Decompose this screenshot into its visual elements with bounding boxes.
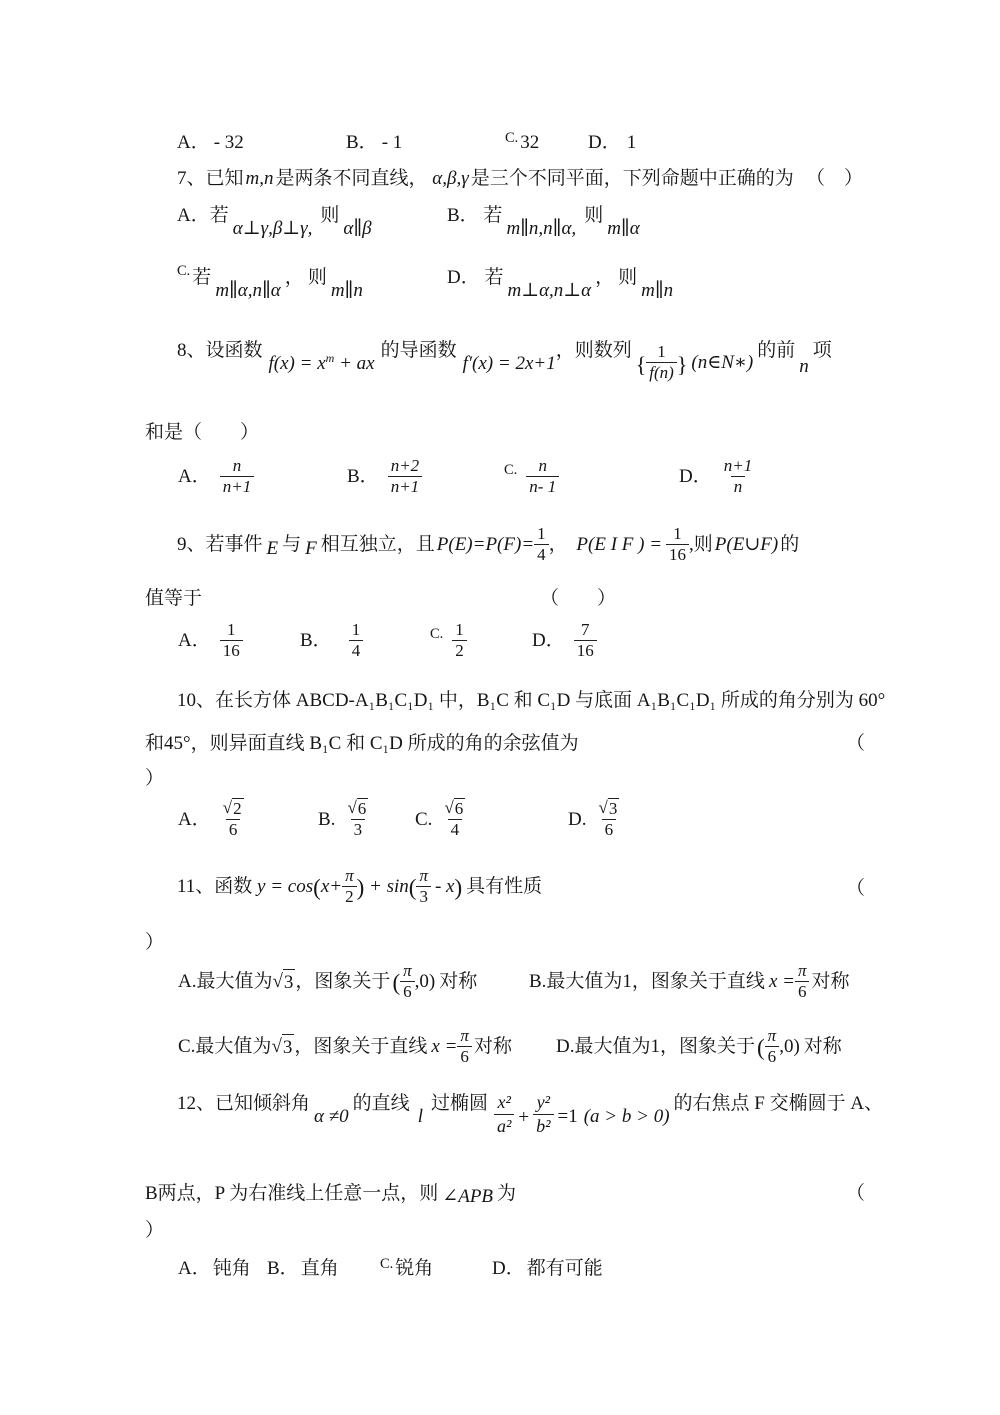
option-text: 都有可能 [526, 1258, 603, 1279]
q8-option-a [178, 456, 254, 497]
square-root [347, 798, 368, 819]
text-then: 则 [320, 205, 340, 226]
fraction-denominator: n+1 [388, 476, 422, 497]
option-value: 1 [626, 132, 637, 153]
radical-sign: √ [598, 798, 608, 817]
fraction [494, 1091, 514, 1138]
text-segment: 具有性质 [466, 876, 543, 897]
q10-paren-close: ） [145, 768, 165, 789]
fraction [388, 456, 422, 497]
option-label: D． [532, 630, 565, 651]
option-text: 对称 [473, 1036, 512, 1057]
fraction-numerator: π [345, 866, 354, 885]
fraction-denominator: 6 [795, 981, 810, 1002]
q7-option-a [177, 203, 372, 241]
fraction-numerator: π [419, 866, 428, 885]
option-label: D． [679, 466, 712, 487]
math-probability: P(E)=P(F)= [436, 534, 535, 555]
comma: ， [284, 267, 304, 288]
radical-sign: √ [271, 1035, 282, 1057]
math-segment: - x [434, 876, 455, 897]
math-condition: m⊥α,n⊥α [507, 280, 592, 301]
fraction [666, 524, 689, 565]
fraction-denominator: 2 [452, 640, 467, 661]
q8-option-c [504, 456, 559, 497]
paren-left: ( [408, 875, 417, 900]
fraction-denominator: n- 1 [526, 476, 559, 497]
fraction-denominator: n+1 [220, 476, 254, 497]
q8-option-d [679, 456, 755, 497]
fraction-numerator: 1 [226, 620, 236, 639]
q7-answer-paren: （ ） [806, 168, 864, 189]
q6-option-c [505, 130, 539, 157]
fraction-numerator: 1 [455, 620, 464, 639]
q9-option-a [178, 620, 243, 661]
q12-option-a [178, 1256, 251, 1281]
fraction [574, 620, 597, 661]
fraction [526, 456, 559, 497]
math-function [269, 351, 375, 378]
q10-option-c [415, 798, 468, 840]
q12-option-b [267, 1256, 339, 1281]
q12-option-d [492, 1256, 603, 1281]
fraction [342, 866, 357, 907]
square-root [223, 798, 244, 819]
option-label: C. [415, 808, 433, 830]
q7-stem [177, 166, 794, 191]
option-label: D. [568, 808, 587, 830]
text-segment: 的 [780, 534, 800, 555]
fraction [457, 1026, 472, 1067]
math-conclusion: α∥β [343, 218, 372, 239]
fraction-numerator: 1 [657, 342, 666, 361]
option-label: B． [267, 1258, 299, 1279]
comma: ， [595, 267, 615, 288]
fraction-numerator: π [767, 1026, 777, 1045]
option-text: 锐角 [395, 1258, 434, 1279]
fraction-numerator: π [403, 961, 412, 980]
q6-option-b [346, 130, 402, 155]
fraction-numerator: 7 [580, 620, 590, 639]
radicand: 6 [454, 799, 464, 818]
math-condition: (a > b > 0) [583, 1106, 670, 1127]
fraction-numerator: π [797, 961, 807, 980]
q11-option-a [178, 961, 477, 1002]
q11-option-c [178, 1026, 512, 1067]
fraction-numerator: 1 [351, 620, 361, 639]
fraction-numerator [220, 798, 247, 819]
fraction [220, 620, 243, 661]
math-segment: + ax [334, 353, 375, 374]
q12-line2 [145, 1181, 516, 1209]
paren-left: ( [313, 875, 321, 900]
math-condition: m∥α,n∥α [215, 280, 281, 301]
fraction [220, 456, 254, 497]
radicand: 3 [282, 1034, 295, 1060]
q9-option-d [532, 620, 597, 661]
fraction-numerator: π [460, 1026, 469, 1045]
paren-right: ) [356, 875, 365, 900]
text-segment: 项 [812, 340, 832, 361]
radical-sign: √ [272, 970, 283, 992]
fraction [765, 1026, 780, 1067]
fraction-denominator: a² [494, 1114, 514, 1138]
fraction-denominator: 16 [220, 640, 243, 661]
fraction-numerator [595, 798, 622, 819]
math-segment: f(x) = x [268, 353, 326, 374]
fraction [441, 798, 468, 840]
radicand: 3 [608, 799, 618, 818]
radicand: 3 [283, 969, 296, 995]
q7-option-b [447, 203, 640, 241]
option-label: A．若 [177, 205, 229, 226]
math-segment: α,β,γ [432, 168, 469, 189]
option-text: 对称 [803, 1036, 842, 1057]
option-text: ，图象关于 [295, 971, 391, 992]
option-label: C. [505, 130, 519, 146]
option-label: C. [177, 263, 191, 279]
option-text: 对称 [811, 971, 850, 992]
q11-option-d [556, 1026, 842, 1067]
text-segment: 的前 [757, 340, 796, 361]
option-text: ,0) [414, 971, 436, 992]
paren-left: ( [392, 970, 401, 995]
text-then: 则 [618, 267, 638, 288]
fraction-numerator [344, 798, 371, 819]
option-value: 32 [520, 132, 540, 153]
q7-option-c [177, 265, 363, 303]
fraction-denominator: n [731, 476, 746, 497]
q8-sum-line: 和是（ ） [145, 422, 260, 443]
option-value: - 32 [213, 132, 244, 153]
plus-sign: + [518, 1107, 530, 1128]
option-label: D． [588, 132, 621, 153]
text-segment: 与 [282, 534, 302, 555]
fraction [721, 456, 755, 497]
text-then: 则 [307, 267, 327, 288]
q10-option-b [318, 798, 371, 840]
q9-stem [177, 524, 799, 565]
fraction [452, 620, 467, 661]
fraction [344, 798, 371, 840]
radicand: 2 [233, 799, 242, 818]
option-label: B. [318, 808, 336, 830]
math-F: F [305, 538, 317, 559]
fraction [595, 798, 622, 840]
math-angle-apb: ∠APB [442, 1186, 494, 1207]
equals-one: =1 [557, 1106, 578, 1127]
paren-left: ( [756, 1035, 765, 1060]
square-root [444, 798, 465, 819]
text-segment: 是三个不同平面，下列命题中正确的为 [470, 168, 794, 189]
text-segment: 9、若事件 [177, 534, 263, 555]
q11-paren-close: ） [145, 932, 165, 953]
fraction-numerator: 1 [673, 524, 682, 543]
fraction-numerator [441, 798, 468, 819]
fraction-numerator: n [232, 456, 242, 475]
q9-answer-paren: （ ） [540, 588, 617, 609]
option-label: B． 若 [447, 205, 503, 226]
option-label: B． [347, 466, 379, 487]
q7-option-d [447, 265, 673, 303]
q9-option-b [300, 620, 363, 661]
math-segment: + sin [364, 876, 409, 897]
radical-sign: √ [444, 798, 454, 817]
paren-right: ) [454, 875, 463, 900]
q12-option-c [380, 1256, 433, 1283]
brace-left: { [635, 352, 647, 377]
option-label: C. [430, 626, 444, 642]
fraction-denominator: 6 [226, 819, 241, 840]
fraction-denominator: 2 [342, 886, 357, 907]
square-root [598, 798, 619, 819]
text-segment: ，则数列 [555, 340, 632, 361]
option-label: C. [380, 1256, 394, 1272]
fraction [349, 620, 364, 661]
fraction-numerator: n+2 [390, 456, 420, 475]
text-then: 则 [584, 205, 604, 226]
q12-paren-close: ） [145, 1220, 165, 1241]
q9-option-c [430, 620, 467, 661]
math-conclusion: m∥α [607, 218, 640, 239]
text-if: 若 [192, 267, 212, 288]
text-segment: 12、已知倾斜角 [177, 1093, 311, 1114]
fraction-denominator: 6 [400, 981, 415, 1002]
q12-stem [177, 1091, 883, 1138]
math-segment: x = [768, 971, 795, 992]
option-text: 直角 [300, 1258, 339, 1279]
q8-stem [177, 338, 832, 383]
math-conclusion: m∥n [330, 280, 363, 301]
math-union: P(E∪F) [714, 534, 779, 555]
option-text: A.最大值为 [178, 971, 273, 992]
option-text: D.最大值为1，图象关于 [556, 1036, 755, 1057]
q6-option-a [177, 130, 244, 155]
radicand: 6 [357, 799, 367, 818]
option-text: ，图象关于直线 [294, 1036, 428, 1057]
math-segment: x = [431, 1036, 458, 1057]
brace-right: } [676, 352, 688, 377]
fraction-numerator: n [538, 456, 547, 475]
q10-paren-open: （ [846, 733, 866, 754]
option-text: 钝角 [212, 1258, 251, 1279]
option-text: ,0) [779, 1036, 800, 1057]
text-segment: 是两条不同直线， [275, 168, 433, 189]
text-segment: 的导函数 [380, 340, 457, 361]
option-text: 对称 [439, 971, 478, 992]
q11-option-b [529, 961, 850, 1002]
option-label: D． 若 [447, 267, 504, 288]
square-root [271, 1034, 294, 1060]
q8-option-b [347, 456, 422, 497]
fraction [533, 1091, 553, 1138]
q10-line1: 10、在长方体 ABCD-A₁B₁C₁D₁ 中，B₁C 和 C₁D 与底面 A₁B₁C₁D₁ 所成的角分别为 60° [177, 690, 886, 711]
option-label: A． [177, 132, 210, 153]
fraction [416, 866, 431, 907]
math-conclusion: m∥n [641, 280, 674, 301]
option-label: A． [178, 1258, 211, 1279]
q11-paren-open: （ [846, 878, 866, 899]
math-line-l: l [417, 1106, 423, 1127]
square-root [272, 969, 295, 995]
math-segment: m,n [245, 168, 274, 189]
text-segment: 过椭圆 [430, 1093, 488, 1114]
option-text: B.最大值为1，图象关于直线 [529, 971, 765, 992]
math-angle: α ≠0 [314, 1106, 349, 1127]
text-segment: 的直线 [352, 1093, 410, 1114]
fraction-denominator: 4 [349, 640, 364, 661]
option-label: B． [346, 132, 378, 153]
fraction-numerator: y² [536, 1092, 550, 1112]
fraction [646, 342, 677, 383]
fraction-numerator: 1 [537, 524, 546, 543]
math-segment: y = cos [257, 876, 314, 897]
math-condition: α⊥γ,β⊥γ, [232, 218, 313, 239]
math-n: n [799, 356, 809, 377]
fraction-denominator: 4 [534, 544, 549, 565]
math-segment: x+ [320, 876, 343, 897]
fraction [795, 961, 810, 1002]
q9-line2: 值等于 [145, 588, 203, 609]
radical-sign: √ [222, 798, 233, 817]
math-domain: (n∈N∗) [691, 352, 754, 373]
option-text: C.最大值为 [178, 1036, 272, 1057]
option-value: - 1 [381, 132, 403, 153]
fraction-numerator: n+1 [723, 456, 753, 475]
fraction-denominator: 16 [574, 640, 597, 661]
text-segment: 的右焦点 F 交椭圆于 A、 [673, 1093, 884, 1114]
math-condition: m∥n,n∥α, [506, 218, 577, 239]
fraction-denominator: f(n) [646, 362, 677, 383]
q12-paren-open: （ [846, 1183, 866, 1204]
math-intersection: P(E I F ) = [576, 534, 663, 555]
option-label: D． [492, 1258, 525, 1279]
q10-option-a [178, 798, 247, 840]
fraction-denominator: 16 [666, 544, 689, 565]
radical-sign: √ [347, 798, 357, 817]
superscript-m: m [325, 351, 335, 365]
fraction [220, 798, 247, 840]
fraction [400, 961, 415, 1002]
math-derivative: f′(x) = 2x+1 [462, 353, 556, 374]
text-segment: ,则 [689, 534, 713, 555]
option-label: A． [178, 808, 211, 830]
q11-stem [177, 866, 542, 907]
q6-option-d [588, 130, 636, 155]
math-E: E [266, 538, 279, 559]
text-segment: 相互独立，且 [320, 534, 435, 555]
option-label: A． [178, 466, 211, 487]
text-segment: B两点，P 为右准线上任意一点，则 [145, 1183, 439, 1204]
fraction-denominator: 3 [351, 819, 366, 840]
q10-line2: 和45°，则异面直线 B₁C 和 C₁D 所成的角的余弦值为 [145, 733, 579, 754]
fraction-denominator: 6 [765, 1046, 780, 1067]
text-segment: 8、设函数 [177, 340, 263, 361]
text-segment: 为 [497, 1183, 517, 1204]
fraction-denominator: 3 [416, 886, 431, 907]
q10-option-d [568, 798, 622, 840]
fraction [534, 524, 549, 565]
fraction-denominator: 6 [602, 819, 617, 840]
option-label: B． [300, 630, 332, 651]
text-segment: 7、已知 [177, 168, 244, 189]
fraction-denominator: 4 [448, 819, 463, 840]
option-label: A． [178, 630, 211, 651]
fraction-numerator: x² [497, 1092, 511, 1112]
option-label: C. [504, 462, 518, 478]
comma: ， [548, 534, 573, 555]
text-segment: 11、函数 [177, 876, 258, 897]
fraction-denominator: 6 [457, 1046, 472, 1067]
fraction-denominator: b² [533, 1114, 553, 1138]
